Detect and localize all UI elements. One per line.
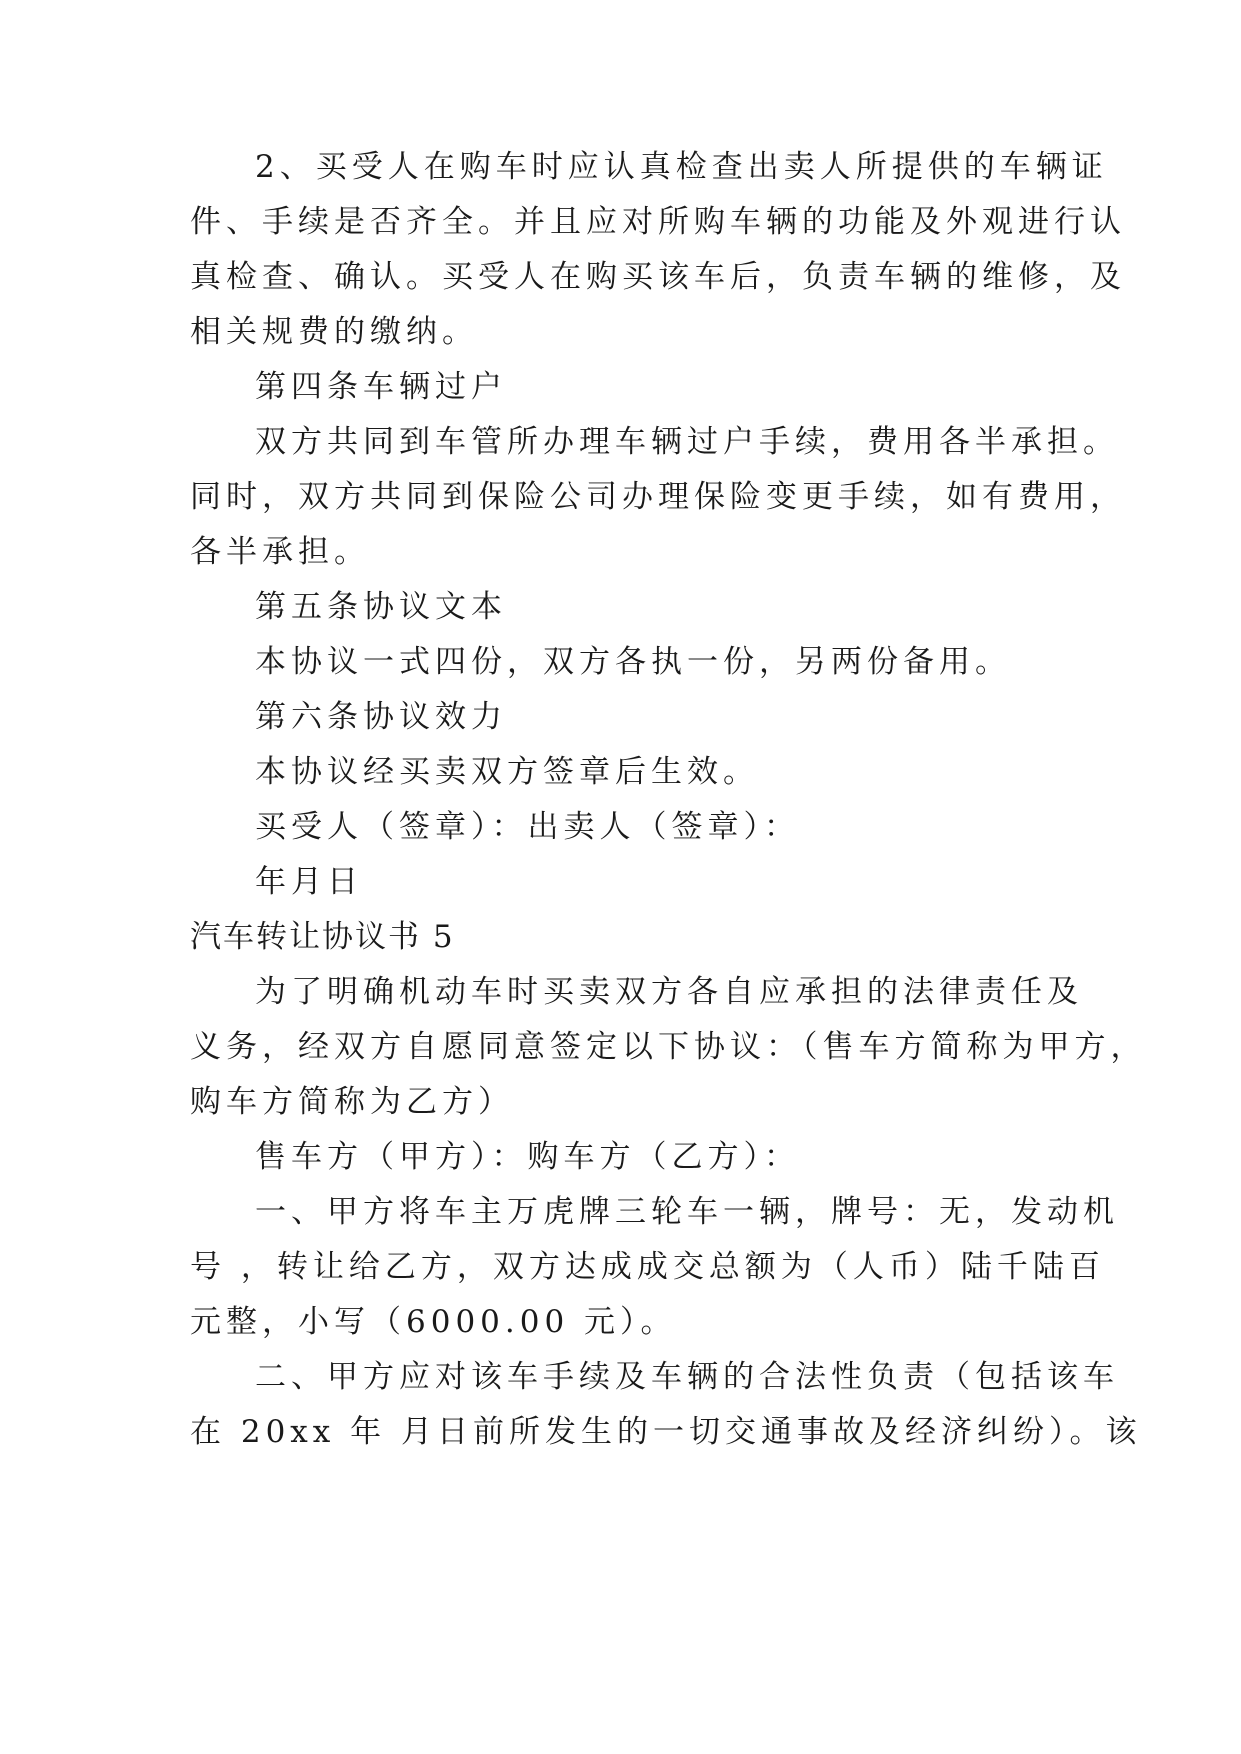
paragraph-line: 购车方简称为乙方）: [190, 1084, 514, 1120]
paragraph-line: 2、买受人在购车时应认真检查出卖人所提供的车辆证: [255, 149, 1108, 185]
paragraph-line: 双方共同到车管所办理车辆过户手续，费用各半承担。: [255, 424, 1119, 460]
paragraph-line: 元整，小写（6000.00 元）。: [190, 1304, 677, 1340]
paragraph-line: 件、手续是否齐全。并且应对所购车辆的功能及外观进行认: [190, 204, 1126, 240]
section-heading: 第四条车辆过户: [255, 369, 507, 405]
paragraph-line: 义务，经双方自愿同意签定以下协议：（售车方简称为甲方，: [190, 1029, 1147, 1065]
paragraph-line: 售车方（甲方）：购车方（乙方）：: [255, 1139, 800, 1175]
paragraph-line: 二、甲方应对该车手续及车辆的合法性负责（包括该车: [255, 1359, 1119, 1395]
document-title: 汽车转让协议书 5: [190, 919, 455, 955]
paragraph-line: 号 ，转让给乙方，双方达成成交总额为（人币）陆千陆百: [190, 1249, 1105, 1285]
date-line: 年月日: [255, 864, 363, 900]
paragraph-line: 相关规费的缴纳。: [190, 314, 478, 350]
paragraph-line: 一、甲方将车主万虎牌三轮车一辆，牌号：无，发动机: [255, 1194, 1119, 1230]
paragraph-line: 本协议经买卖双方签章后生效。: [255, 754, 759, 790]
paragraph-line: 真检查、确认。买受人在购买该车后，负责车辆的维修，及: [190, 259, 1126, 295]
paragraph-line: 在 20xx 年 月日前所发生的一切交通事故及经济纠纷）。该: [190, 1414, 1142, 1450]
paragraph-line: 同时，双方共同到保险公司办理保险变更手续，如有费用，: [190, 479, 1126, 515]
paragraph-line: 各半承担。: [190, 534, 370, 570]
section-heading: 第六条协议效力: [255, 699, 507, 735]
signature-line: 买受人（签章）：出卖人（签章）：: [255, 809, 800, 845]
paragraph-line: 本协议一式四份，双方各执一份，另两份备用。: [255, 644, 1011, 680]
paragraph-line: 为了明确机动车时买卖双方各自应承担的法律责任及: [255, 974, 1083, 1010]
section-heading: 第五条协议文本: [255, 589, 507, 625]
